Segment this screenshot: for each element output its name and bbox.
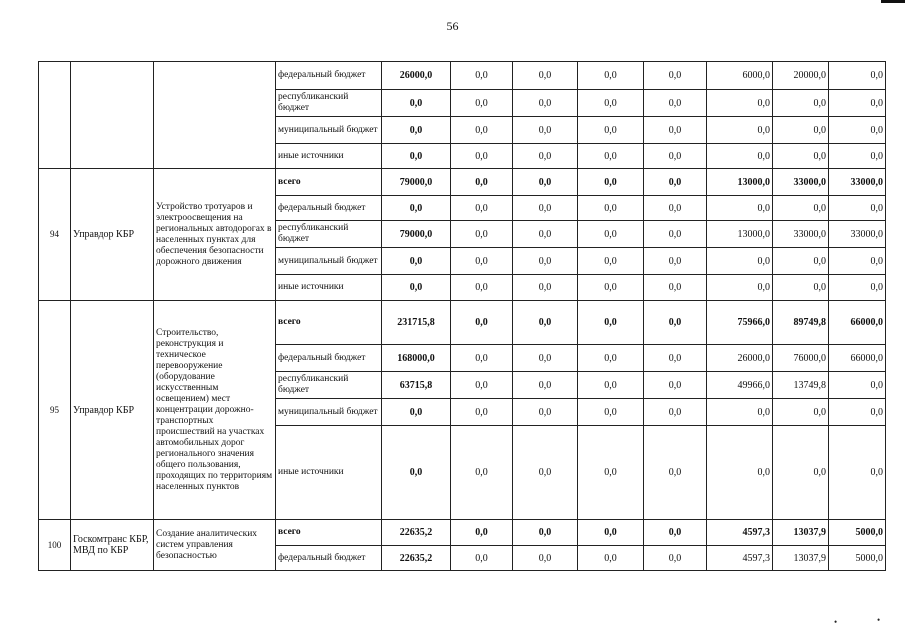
value-year-7: 0,0 bbox=[829, 248, 886, 275]
value-year-5: 0,0 bbox=[707, 144, 773, 169]
measure-description: Устройство тротуаров и электроосвещения на региональных автодорогах в населенных пунктах для обеспечения безопасности дорожного движения bbox=[154, 169, 276, 301]
funding-source: муниципальный бюджет bbox=[276, 117, 382, 144]
value-year-7: 0,0 bbox=[829, 399, 886, 426]
value-total: 79000,0 bbox=[382, 169, 451, 196]
value-year-3: 0,0 bbox=[578, 221, 644, 248]
funding-source: всего bbox=[276, 169, 382, 196]
value-year-2: 0,0 bbox=[513, 196, 578, 221]
value-total: 22635,2 bbox=[382, 546, 451, 571]
value-total: 0,0 bbox=[382, 399, 451, 426]
value-year-2: 0,0 bbox=[513, 301, 578, 345]
value-year-3: 0,0 bbox=[578, 275, 644, 301]
measure-description: Строительство, реконструкция и техническое перевооружение (оборудование искусственным освещением) мест концентрации дорожно-транспортных происшествий на участках автомобильных дорог регионального значения общего пользования, проходящих по территориям населенных пунктов bbox=[154, 301, 276, 520]
value-year-7: 33000,0 bbox=[829, 221, 886, 248]
value-year-4: 0,0 bbox=[644, 546, 707, 571]
scan-speck: • bbox=[834, 617, 838, 627]
funding-source: иные источники bbox=[276, 426, 382, 520]
value-year-2: 0,0 bbox=[513, 275, 578, 301]
funding-source: муниципальный бюджет bbox=[276, 399, 382, 426]
value-year-3: 0,0 bbox=[578, 62, 644, 90]
value-year-2: 0,0 bbox=[513, 372, 578, 399]
value-year-2: 0,0 bbox=[513, 90, 578, 117]
value-year-3: 0,0 bbox=[578, 426, 644, 520]
value-year-3: 0,0 bbox=[578, 248, 644, 275]
value-year-1: 0,0 bbox=[451, 275, 513, 301]
table-row bbox=[39, 301, 886, 345]
value-year-6: 33000,0 bbox=[773, 221, 829, 248]
value-year-1: 0,0 bbox=[451, 546, 513, 571]
value-year-5: 0,0 bbox=[707, 117, 773, 144]
value-year-6: 0,0 bbox=[773, 248, 829, 275]
value-year-7: 0,0 bbox=[829, 62, 886, 90]
page-number: 56 bbox=[446, 19, 459, 33]
value-year-3: 0,0 bbox=[578, 345, 644, 372]
value-year-4: 0,0 bbox=[644, 169, 707, 196]
funding-source: всего bbox=[276, 520, 382, 546]
value-year-2: 0,0 bbox=[513, 426, 578, 520]
value-total: 0,0 bbox=[382, 144, 451, 169]
value-year-2: 0,0 bbox=[513, 117, 578, 144]
value-total: 63715,8 bbox=[382, 372, 451, 399]
value-year-1: 0,0 bbox=[451, 372, 513, 399]
executor-cell: Управдор КБР bbox=[71, 169, 154, 301]
value-year-4: 0,0 bbox=[644, 372, 707, 399]
value-year-1: 0,0 bbox=[451, 248, 513, 275]
executor-cell: Управдор КБР bbox=[71, 301, 154, 520]
funding-source: республиканский бюджет bbox=[276, 221, 382, 248]
value-year-4: 0,0 bbox=[644, 144, 707, 169]
value-year-2: 0,0 bbox=[513, 520, 578, 546]
value-total: 0,0 bbox=[382, 248, 451, 275]
value-year-1: 0,0 bbox=[451, 117, 513, 144]
financing-table bbox=[38, 61, 886, 571]
value-year-5: 0,0 bbox=[707, 275, 773, 301]
value-year-7: 0,0 bbox=[829, 196, 886, 221]
value-year-5: 0,0 bbox=[707, 248, 773, 275]
value-year-4: 0,0 bbox=[644, 345, 707, 372]
value-year-7: 0,0 bbox=[829, 117, 886, 144]
executor-cell: Госкомтранс КБР, МВД по КБР bbox=[71, 520, 154, 571]
value-year-2: 0,0 bbox=[513, 248, 578, 275]
value-year-3: 0,0 bbox=[578, 117, 644, 144]
value-year-3: 0,0 bbox=[578, 169, 644, 196]
value-total: 0,0 bbox=[382, 426, 451, 520]
value-year-6: 13037,9 bbox=[773, 520, 829, 546]
value-year-4: 0,0 bbox=[644, 275, 707, 301]
value-year-6: 76000,0 bbox=[773, 345, 829, 372]
value-year-2: 0,0 bbox=[513, 221, 578, 248]
value-year-6: 33000,0 bbox=[773, 169, 829, 196]
value-year-6: 0,0 bbox=[773, 196, 829, 221]
scan-edge-mark bbox=[881, 0, 905, 3]
value-year-2: 0,0 bbox=[513, 169, 578, 196]
value-year-3: 0,0 bbox=[578, 520, 644, 546]
value-year-7: 66000,0 bbox=[829, 301, 886, 345]
value-total: 26000,0 bbox=[382, 62, 451, 90]
value-year-2: 0,0 bbox=[513, 62, 578, 90]
funding-source: федеральный бюджет bbox=[276, 546, 382, 571]
value-year-4: 0,0 bbox=[644, 117, 707, 144]
funding-source: федеральный бюджет bbox=[276, 345, 382, 372]
funding-source: муниципальный бюджет bbox=[276, 248, 382, 275]
value-year-7: 33000,0 bbox=[829, 169, 886, 196]
value-year-3: 0,0 bbox=[578, 90, 644, 117]
item-number bbox=[39, 62, 71, 169]
value-year-6: 0,0 bbox=[773, 144, 829, 169]
table-row bbox=[39, 169, 886, 196]
measure-description bbox=[154, 62, 276, 169]
item-number: 94 bbox=[39, 169, 71, 301]
item-number: 100 bbox=[39, 520, 71, 571]
value-year-6: 0,0 bbox=[773, 426, 829, 520]
funding-source: республиканский бюджет bbox=[276, 90, 382, 117]
funding-source: всего bbox=[276, 301, 382, 345]
value-year-5: 13000,0 bbox=[707, 221, 773, 248]
value-year-5: 26000,0 bbox=[707, 345, 773, 372]
value-year-4: 0,0 bbox=[644, 221, 707, 248]
value-year-5: 75966,0 bbox=[707, 301, 773, 345]
value-year-5: 4597,3 bbox=[707, 546, 773, 571]
value-year-7: 0,0 bbox=[829, 426, 886, 520]
value-total: 231715,8 bbox=[382, 301, 451, 345]
value-total: 79000,0 bbox=[382, 221, 451, 248]
value-year-7: 66000,0 bbox=[829, 345, 886, 372]
value-year-1: 0,0 bbox=[451, 169, 513, 196]
value-year-3: 0,0 bbox=[578, 546, 644, 571]
value-year-1: 0,0 bbox=[451, 301, 513, 345]
funding-source: республиканский бюджет bbox=[276, 372, 382, 399]
value-year-5: 49966,0 bbox=[707, 372, 773, 399]
scan-speck: • bbox=[877, 615, 881, 625]
value-year-5: 6000,0 bbox=[707, 62, 773, 90]
table-row bbox=[39, 520, 886, 546]
value-total: 168000,0 bbox=[382, 345, 451, 372]
value-year-2: 0,0 bbox=[513, 345, 578, 372]
value-year-5: 0,0 bbox=[707, 399, 773, 426]
value-year-4: 0,0 bbox=[644, 196, 707, 221]
value-year-1: 0,0 bbox=[451, 196, 513, 221]
value-year-1: 0,0 bbox=[451, 426, 513, 520]
value-year-1: 0,0 bbox=[451, 62, 513, 90]
value-year-1: 0,0 bbox=[451, 399, 513, 426]
value-year-3: 0,0 bbox=[578, 144, 644, 169]
funding-source: иные источники bbox=[276, 275, 382, 301]
funding-source: федеральный бюджет bbox=[276, 62, 382, 90]
value-year-6: 0,0 bbox=[773, 275, 829, 301]
value-year-2: 0,0 bbox=[513, 144, 578, 169]
value-total: 0,0 bbox=[382, 275, 451, 301]
value-year-6: 0,0 bbox=[773, 399, 829, 426]
value-year-4: 0,0 bbox=[644, 520, 707, 546]
value-year-7: 0,0 bbox=[829, 90, 886, 117]
value-year-4: 0,0 bbox=[644, 426, 707, 520]
value-year-6: 89749,8 bbox=[773, 301, 829, 345]
value-year-6: 13037,9 bbox=[773, 546, 829, 571]
measure-description: Создание аналитических систем управления безопасностью bbox=[154, 520, 276, 571]
value-year-6: 0,0 bbox=[773, 117, 829, 144]
value-year-3: 0,0 bbox=[578, 372, 644, 399]
table-row bbox=[39, 62, 886, 90]
value-year-5: 0,0 bbox=[707, 196, 773, 221]
value-year-7: 0,0 bbox=[829, 372, 886, 399]
item-number: 95 bbox=[39, 301, 71, 520]
value-year-4: 0,0 bbox=[644, 301, 707, 345]
value-year-5: 13000,0 bbox=[707, 169, 773, 196]
executor-cell bbox=[71, 62, 154, 169]
value-year-7: 5000,0 bbox=[829, 546, 886, 571]
value-year-1: 0,0 bbox=[451, 345, 513, 372]
value-year-1: 0,0 bbox=[451, 144, 513, 169]
value-year-3: 0,0 bbox=[578, 301, 644, 345]
value-year-4: 0,0 bbox=[644, 62, 707, 90]
value-year-6: 0,0 bbox=[773, 90, 829, 117]
value-total: 0,0 bbox=[382, 117, 451, 144]
value-year-6: 13749,8 bbox=[773, 372, 829, 399]
value-year-5: 0,0 bbox=[707, 426, 773, 520]
value-year-2: 0,0 bbox=[513, 546, 578, 571]
value-year-5: 0,0 bbox=[707, 90, 773, 117]
value-total: 22635,2 bbox=[382, 520, 451, 546]
funding-source: федеральный бюджет bbox=[276, 196, 382, 221]
value-year-1: 0,0 bbox=[451, 520, 513, 546]
value-total: 0,0 bbox=[382, 90, 451, 117]
value-year-6: 20000,0 bbox=[773, 62, 829, 90]
funding-source: иные источники bbox=[276, 144, 382, 169]
value-year-7: 0,0 bbox=[829, 144, 886, 169]
value-year-4: 0,0 bbox=[644, 248, 707, 275]
value-year-1: 0,0 bbox=[451, 90, 513, 117]
value-year-1: 0,0 bbox=[451, 221, 513, 248]
value-year-2: 0,0 bbox=[513, 399, 578, 426]
value-year-7: 5000,0 bbox=[829, 520, 886, 546]
value-year-3: 0,0 bbox=[578, 399, 644, 426]
value-year-4: 0,0 bbox=[644, 90, 707, 117]
value-year-7: 0,0 bbox=[829, 275, 886, 301]
value-year-5: 4597,3 bbox=[707, 520, 773, 546]
value-year-4: 0,0 bbox=[644, 399, 707, 426]
value-year-3: 0,0 bbox=[578, 196, 644, 221]
value-total: 0,0 bbox=[382, 196, 451, 221]
